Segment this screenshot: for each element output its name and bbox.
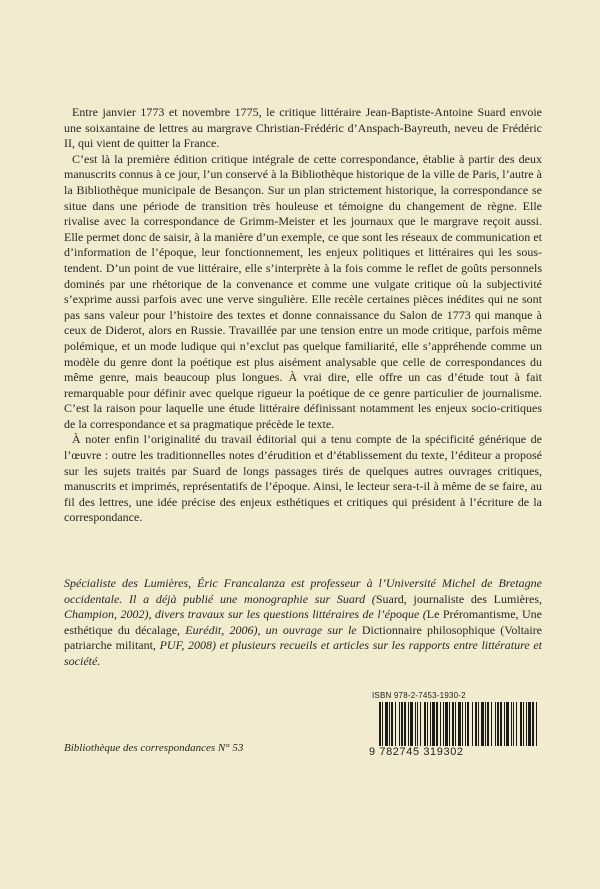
bio-part-3: Eurédit, 2006), un ouvrage sur le bbox=[180, 622, 362, 637]
paragraph-3: À noter enfin l’originalité du travail éditorial qui a tenu compte de la spécificité générique de l’œuvre : outre les traditionnelles notes d’érudition et d’établissement du texte, l’éditeur a proposé sur les sujets traités par Suard de longs passages tirés de quelques autres ouvrages critiques, manuscrits et imprimés, représentatifs de l’époque. Ainsi, le lecteur sera-t-il à même de se faire, au fil des lettres, une idée précise des enjeux esthétiques et critiques qui président à l’écriture de la correspondance. bbox=[64, 432, 542, 525]
author-bio bbox=[64, 576, 542, 670]
bio-book-2: Le Préromantisme, Une esthétique du décalage, bbox=[64, 607, 542, 637]
bio-part-1: Spécialiste des Lumières, Éric Francalanza est professeur à l’Université Michel de Bretagne occidentale. Il a déjà publié une monographie sur Suard ( bbox=[64, 576, 542, 606]
series-title: Bibliothèque des correspondances N° 53 bbox=[64, 742, 244, 754]
paragraph-1: Entre janvier 1773 et novembre 1775, le critique littéraire Jean-Baptiste-Antoine Suard envoie une soixantaine de lettres au margrave Christian-Frédéric d’Anspach-Bayreuth, neveu de Frédéric II, qui vient de quitter la France. bbox=[64, 105, 542, 151]
barcode-bars bbox=[369, 702, 543, 746]
paragraph-2: C’est là la première édition critique intégrale de cette correspondance, établie à partir des deux manuscrits connus à ce jour, l’un conservé à la Bibliothèque historique de la ville de Paris, l’autre à la Bibliothèque municipale de Besançon. Sur un plan strictement historique, la correspondance se situe dans une période de transition très houleuse et témoigne du changement de règne. Elle rivalise avec la correspondance de Grimm-Meister et les journaux que le margrave reçoit aussi. Elle permet donc de saisir, à la manière d’un exemple, ce que sont les réseaux de communication et d’information de l’époque, leur fonctionnement, les enjeux politiques et littéraires qui les sous-tendent. D’un point de vue littéraire, elle s’interprète à la fois comme le reflet de goûts personnels dominés par une rhétorique de la convenance et comme une vulgate critique où la subjectivité s’exprime aussi parfois avec une verve singulière. Elle recèle certaines pièces inédites qui ne sont pas sans valeur pour l’histoire des textes et donne connaissance du Salon de 1773 qui manque à ceux de Diderot, alors en Russie. Travaillée par une tension entre un mode critique, parfois même polémique, et un mode ludique qui n’exclut pas quelque familiarité, elle s’appréhende comme un modèle du genre dont la poétique est plus aisément analysable que celle de correspondances du même genre, mais beaucoup plus longues. À vrai dire, elle offre un cas d’étude tout à fait remarquable pour définir avec quelque rigueur la poétique de ce genre particulier de journalisme. C’est la raison pour laquelle une étude littéraire définissant notamment les enjeux socio-critiques de la correspondance et sa pragmatique précède le texte. bbox=[64, 151, 542, 431]
bio-book-3: Dictionnaire philosophique (Voltaire patriarche militant, bbox=[64, 622, 543, 653]
bio-part-2: Champion, 2002), divers travaux sur les questions littéraires de l’époque ( bbox=[64, 607, 427, 622]
bio-book-1: Suard, journaliste des Lumières, bbox=[375, 591, 542, 606]
isbn-text: ISBN 978-2-7453-1930-2 bbox=[372, 691, 466, 700]
blurb bbox=[64, 105, 542, 526]
barcode-block bbox=[369, 691, 543, 759]
barcode-digits: 9 782745 319302 bbox=[369, 746, 464, 758]
bio-part-4: PUF, 2008) et plusieurs recueils et articles sur les rapports entre littérature et société. bbox=[64, 638, 542, 668]
